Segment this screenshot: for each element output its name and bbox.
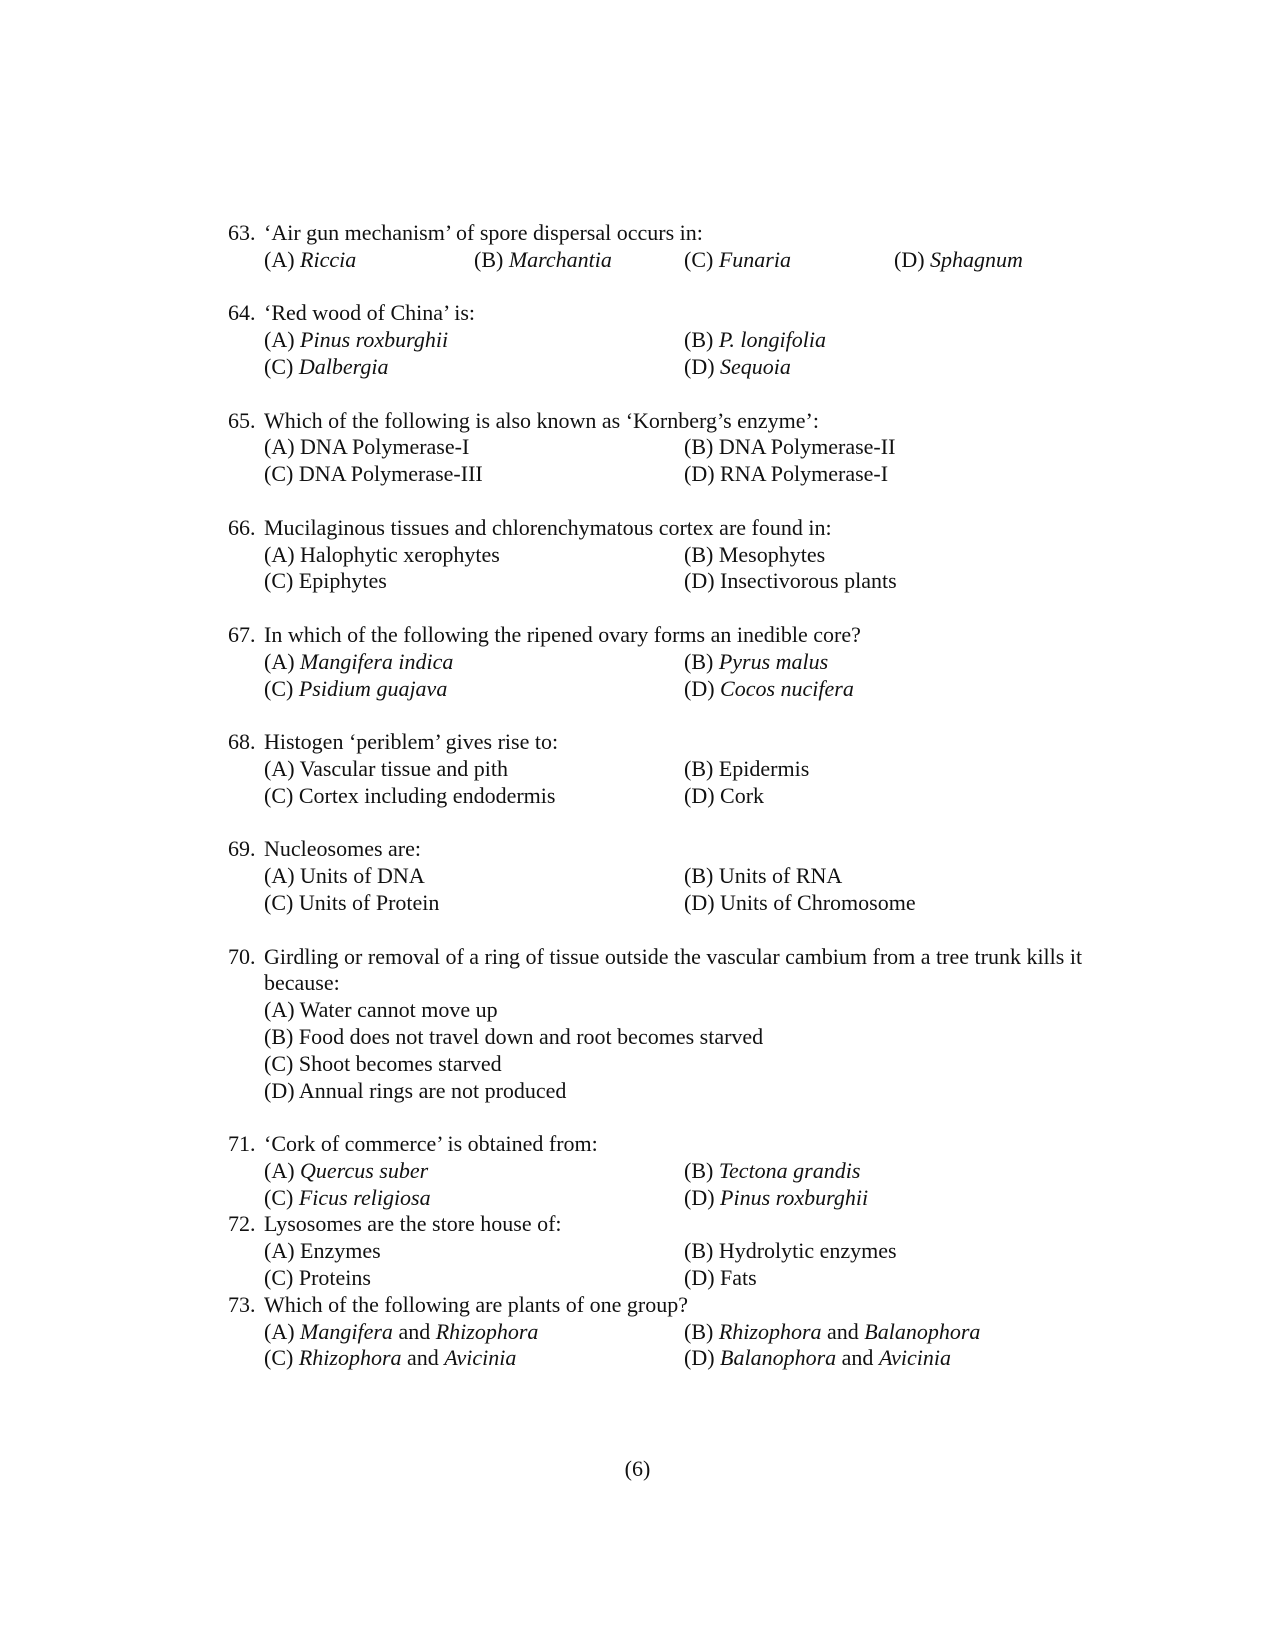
question-stem bbox=[228, 515, 1108, 542]
question-stem bbox=[228, 220, 1108, 247]
option-label: (B) bbox=[684, 327, 714, 353]
option-cell bbox=[264, 1345, 684, 1372]
option-text: Units of RNA bbox=[718, 863, 843, 889]
species-name: Sequoia bbox=[720, 353, 791, 379]
option-cell bbox=[264, 1265, 684, 1292]
options-row bbox=[228, 649, 1108, 676]
option-label: (D) bbox=[684, 1345, 715, 1371]
option-cell bbox=[264, 542, 684, 569]
option-label: (B) bbox=[684, 434, 714, 460]
option-cell bbox=[894, 247, 1104, 274]
option-label: (A) bbox=[264, 755, 295, 781]
option-label: (A) bbox=[264, 434, 295, 460]
option bbox=[264, 568, 387, 593]
question-stem bbox=[228, 836, 1108, 863]
options-row bbox=[228, 1185, 1108, 1212]
option-cell bbox=[684, 1185, 1104, 1212]
question-item bbox=[228, 515, 1108, 595]
question-number: 71. bbox=[228, 1131, 256, 1157]
option bbox=[264, 1078, 566, 1103]
question-text: ‘Cork of commerce’ is obtained from: bbox=[264, 1131, 598, 1157]
option-label: (C) bbox=[264, 782, 294, 808]
option bbox=[264, 997, 498, 1022]
option-cell bbox=[684, 568, 1104, 595]
option-cell bbox=[684, 756, 1104, 783]
species-name: Rhizophora bbox=[435, 1318, 539, 1344]
option-label: (A) bbox=[264, 863, 295, 889]
option-text: Halophytic xerophytes bbox=[300, 541, 500, 567]
option-cell bbox=[264, 676, 684, 703]
option-text: DNA Polymerase-II bbox=[718, 434, 896, 460]
option-cell bbox=[684, 354, 1104, 381]
options-row bbox=[228, 756, 1108, 783]
question-number: 67. bbox=[228, 621, 256, 647]
option-text: Units of DNA bbox=[300, 863, 425, 889]
option-label: (B) bbox=[684, 755, 714, 781]
species-name: P. longifolia bbox=[718, 327, 826, 353]
question-item bbox=[228, 1292, 1108, 1372]
option-cell bbox=[684, 1238, 1104, 1265]
option-label: (D) bbox=[684, 1265, 715, 1291]
options-row bbox=[228, 783, 1108, 810]
species-name: Ficus religiosa bbox=[298, 1184, 431, 1210]
question-text: Mucilaginous tissues and chlorenchymatous cortex are found in: bbox=[264, 514, 832, 540]
option-cell bbox=[684, 542, 1104, 569]
option bbox=[684, 434, 895, 459]
question-stem bbox=[228, 729, 1108, 756]
option-label: (C) bbox=[684, 246, 714, 272]
species-name: Quercus suber bbox=[300, 1157, 429, 1183]
option-text: DNA Polymerase-III bbox=[298, 461, 483, 487]
question-number: 69. bbox=[228, 836, 256, 862]
option-label: (D) bbox=[264, 1077, 295, 1103]
option bbox=[264, 890, 439, 915]
option bbox=[264, 1024, 763, 1049]
options-row bbox=[228, 354, 1108, 381]
option bbox=[264, 1319, 538, 1344]
option-label: (A) bbox=[264, 327, 295, 353]
question-list bbox=[228, 220, 1108, 1372]
question-stem bbox=[228, 1211, 1108, 1238]
option bbox=[264, 327, 448, 352]
option-text: Units of Protein bbox=[298, 889, 440, 915]
option-text: Cortex including endodermis bbox=[298, 782, 556, 808]
option-label: (B) bbox=[684, 1157, 714, 1183]
option-label: (C) bbox=[264, 353, 294, 379]
option-cell bbox=[684, 434, 1104, 461]
option-label: (A) bbox=[264, 997, 295, 1023]
species-name: Riccia bbox=[300, 246, 357, 272]
options-row bbox=[228, 568, 1108, 595]
option bbox=[684, 247, 791, 272]
options-row bbox=[228, 434, 1108, 461]
species-name: Marchantia bbox=[508, 246, 612, 272]
option-label: (C) bbox=[264, 1184, 294, 1210]
option-cell bbox=[264, 247, 474, 274]
option bbox=[684, 1345, 951, 1370]
option-label: (C) bbox=[264, 1345, 294, 1371]
question-text: Girdling or removal of a ring of tissue outside the vascular cambium from a tree trunk kills it because: bbox=[264, 943, 1083, 996]
option-text: Mesophytes bbox=[718, 541, 826, 567]
option-label: (B) bbox=[474, 246, 504, 272]
options-row bbox=[228, 542, 1108, 569]
option-cell bbox=[684, 1158, 1104, 1185]
option-label: (C) bbox=[264, 1265, 294, 1291]
question-number: 72. bbox=[228, 1211, 256, 1237]
species-name: Cocos nucifera bbox=[720, 675, 854, 701]
option-text: Cork bbox=[720, 782, 765, 808]
option-label: (A) bbox=[264, 1318, 295, 1344]
option-line bbox=[228, 997, 1108, 1024]
option-text: DNA Polymerase-I bbox=[300, 434, 470, 460]
option bbox=[684, 890, 916, 915]
option bbox=[684, 1158, 860, 1183]
option-cell bbox=[264, 756, 684, 783]
option-cell bbox=[684, 890, 1104, 917]
option-label: (B) bbox=[684, 648, 714, 674]
question-item bbox=[228, 729, 1108, 809]
option-text: Fats bbox=[720, 1265, 757, 1291]
options-row bbox=[228, 1158, 1108, 1185]
option-text: Epidermis bbox=[718, 755, 810, 781]
question-text: Which of the following is also known as ‘Kornberg’s enzyme’: bbox=[264, 407, 819, 433]
option-label: (D) bbox=[684, 461, 715, 487]
options-row bbox=[228, 247, 1108, 274]
option bbox=[264, 649, 453, 674]
option-line bbox=[228, 1024, 1108, 1051]
option-cell bbox=[264, 1158, 684, 1185]
option-text: Food does not travel down and root becomes starved bbox=[298, 1023, 764, 1049]
option bbox=[474, 247, 612, 272]
option-label: (D) bbox=[684, 568, 715, 594]
option-label: (D) bbox=[894, 246, 925, 272]
options-row bbox=[228, 1319, 1108, 1346]
species-name: Pyrus malus bbox=[718, 648, 829, 674]
question-item bbox=[228, 220, 1108, 274]
option bbox=[684, 568, 897, 593]
option-cell bbox=[264, 783, 684, 810]
option-text: Water cannot move up bbox=[299, 997, 498, 1023]
option-cell bbox=[264, 1185, 684, 1212]
question-text: In which of the following the ripened ovary forms an inedible core? bbox=[264, 621, 861, 647]
question-number: 68. bbox=[228, 729, 256, 755]
question-item bbox=[228, 1211, 1108, 1291]
option bbox=[264, 756, 508, 781]
option bbox=[264, 1345, 516, 1370]
option-label: (A) bbox=[264, 1157, 295, 1183]
question-item bbox=[228, 622, 1108, 702]
question-item bbox=[228, 944, 1108, 1105]
option bbox=[684, 756, 809, 781]
option-cell bbox=[264, 890, 684, 917]
options-row bbox=[228, 676, 1108, 703]
option bbox=[264, 1051, 502, 1076]
option-text: Hydrolytic enzymes bbox=[718, 1238, 897, 1264]
option bbox=[684, 1185, 868, 1210]
option-cell bbox=[264, 568, 684, 595]
options-row bbox=[228, 890, 1108, 917]
options-row bbox=[228, 461, 1108, 488]
option bbox=[264, 1158, 428, 1183]
question-text: ‘Red wood of China’ is: bbox=[264, 300, 476, 326]
option bbox=[684, 1319, 980, 1344]
question-item bbox=[228, 1131, 1108, 1211]
option-cell bbox=[264, 354, 684, 381]
option bbox=[684, 783, 764, 808]
option-text: and bbox=[392, 1318, 436, 1344]
option bbox=[684, 676, 854, 701]
option-label: (D) bbox=[684, 353, 715, 379]
option-cell bbox=[684, 783, 1104, 810]
option-label: (C) bbox=[264, 675, 294, 701]
option-label: (B) bbox=[264, 1023, 294, 1049]
species-name: Tectona grandis bbox=[718, 1157, 861, 1183]
species-name: Mangifera indica bbox=[300, 648, 454, 674]
option bbox=[264, 1185, 431, 1210]
option-cell bbox=[474, 247, 684, 274]
option bbox=[684, 1265, 757, 1290]
option-text: and bbox=[821, 1318, 865, 1344]
option-text: Proteins bbox=[298, 1265, 371, 1291]
option-cell bbox=[684, 1319, 1104, 1346]
option-text: and bbox=[836, 1345, 879, 1371]
option bbox=[264, 542, 500, 567]
option bbox=[894, 247, 1023, 272]
question-number: 63. bbox=[228, 220, 256, 245]
option-label: (B) bbox=[684, 1238, 714, 1264]
question-text: Which of the following are plants of one group? bbox=[264, 1291, 688, 1317]
option bbox=[264, 1265, 371, 1290]
option bbox=[684, 863, 842, 888]
species-name: Rhizophora bbox=[718, 1318, 822, 1344]
question-stem bbox=[228, 1292, 1108, 1319]
option-cell bbox=[264, 434, 684, 461]
option bbox=[264, 354, 388, 379]
question-number: 64. bbox=[228, 300, 256, 326]
question-item bbox=[228, 300, 1108, 380]
option-cell bbox=[684, 863, 1104, 890]
option-label: (B) bbox=[684, 863, 714, 889]
option-cell bbox=[264, 327, 684, 354]
species-name: Funaria bbox=[718, 246, 791, 272]
option bbox=[684, 327, 826, 352]
question-text: Histogen ‘periblem’ gives rise to: bbox=[264, 729, 559, 755]
option bbox=[264, 247, 356, 272]
species-name: Pinus roxburghii bbox=[300, 327, 449, 353]
option-text: Annual rings are not produced bbox=[298, 1077, 567, 1103]
option-cell bbox=[264, 1319, 684, 1346]
option-cell bbox=[684, 327, 1104, 354]
question-text: Lysosomes are the store house of: bbox=[264, 1211, 562, 1237]
option bbox=[684, 1238, 897, 1263]
question-item bbox=[228, 836, 1108, 916]
option bbox=[264, 1238, 381, 1263]
question-item bbox=[228, 408, 1108, 488]
species-name: Rhizophora bbox=[298, 1345, 402, 1371]
question-stem bbox=[228, 300, 1108, 327]
option bbox=[264, 461, 483, 486]
question-stem bbox=[228, 622, 1108, 649]
option-cell bbox=[684, 247, 894, 274]
option bbox=[264, 434, 469, 459]
option bbox=[264, 863, 425, 888]
species-name: Balanophora bbox=[720, 1345, 837, 1371]
option-label: (C) bbox=[264, 461, 294, 487]
species-name: Balanophora bbox=[864, 1318, 981, 1344]
option-label: (A) bbox=[264, 648, 295, 674]
option-text: Insectivorous plants bbox=[720, 568, 897, 594]
option-text: Units of Chromosome bbox=[720, 889, 916, 915]
question-stem bbox=[228, 1131, 1108, 1158]
option-label: (C) bbox=[264, 568, 294, 594]
question-number: 70. bbox=[228, 943, 256, 969]
option-label: (D) bbox=[684, 675, 715, 701]
option-cell bbox=[684, 676, 1104, 703]
species-name: Avicinia bbox=[878, 1345, 952, 1371]
option-label: (A) bbox=[264, 1238, 295, 1264]
option-line bbox=[228, 1078, 1108, 1105]
option-label: (D) bbox=[684, 782, 715, 808]
options-row bbox=[228, 1265, 1108, 1292]
option-cell bbox=[684, 649, 1104, 676]
option-label: (C) bbox=[264, 889, 294, 915]
option-text: Shoot becomes starved bbox=[298, 1050, 502, 1076]
options-row bbox=[228, 863, 1108, 890]
species-name: Mangifera bbox=[300, 1318, 393, 1344]
question-text: ‘Air gun mechanism’ of spore dispersal occurs in: bbox=[264, 220, 703, 245]
page-number: (6) bbox=[624, 1456, 651, 1481]
question-stem bbox=[228, 408, 1108, 435]
option-cell bbox=[264, 461, 684, 488]
option bbox=[264, 676, 447, 701]
option-label: (C) bbox=[264, 1050, 294, 1076]
option-label: (B) bbox=[684, 541, 714, 567]
species-name: Pinus roxburghii bbox=[720, 1184, 869, 1210]
option bbox=[684, 649, 828, 674]
option-label: (A) bbox=[264, 246, 295, 272]
option-label: (A) bbox=[264, 541, 295, 567]
option-cell bbox=[684, 461, 1104, 488]
option-text: Epiphytes bbox=[298, 568, 387, 594]
option-label: (D) bbox=[684, 889, 715, 915]
question-stem bbox=[228, 944, 1108, 998]
option-cell bbox=[684, 1345, 1104, 1372]
options-row bbox=[228, 1238, 1108, 1265]
species-name: Avicinia bbox=[444, 1345, 517, 1371]
question-text: Nucleosomes are: bbox=[264, 836, 421, 862]
option-cell bbox=[264, 863, 684, 890]
option-text: RNA Polymerase-I bbox=[720, 461, 889, 487]
option-label: (B) bbox=[684, 1318, 714, 1344]
option-label: (D) bbox=[684, 1184, 715, 1210]
question-number: 65. bbox=[228, 407, 256, 433]
option-cell bbox=[264, 649, 684, 676]
option-line bbox=[228, 1051, 1108, 1078]
question-number: 73. bbox=[228, 1291, 256, 1317]
options-row bbox=[228, 1345, 1108, 1372]
option bbox=[684, 461, 888, 486]
option bbox=[264, 783, 555, 808]
option bbox=[684, 542, 825, 567]
option-cell bbox=[264, 1238, 684, 1265]
question-number: 66. bbox=[228, 514, 256, 540]
option bbox=[684, 354, 791, 379]
options-row bbox=[228, 327, 1108, 354]
option-text: Vascular tissue and pith bbox=[299, 755, 509, 781]
option-cell bbox=[684, 1265, 1104, 1292]
species-name: Sphagnum bbox=[930, 246, 1023, 272]
species-name: Psidium guajava bbox=[298, 675, 448, 701]
option-text: Enzymes bbox=[300, 1238, 381, 1264]
option-text: and bbox=[401, 1345, 445, 1371]
species-name: Dalbergia bbox=[298, 353, 389, 379]
